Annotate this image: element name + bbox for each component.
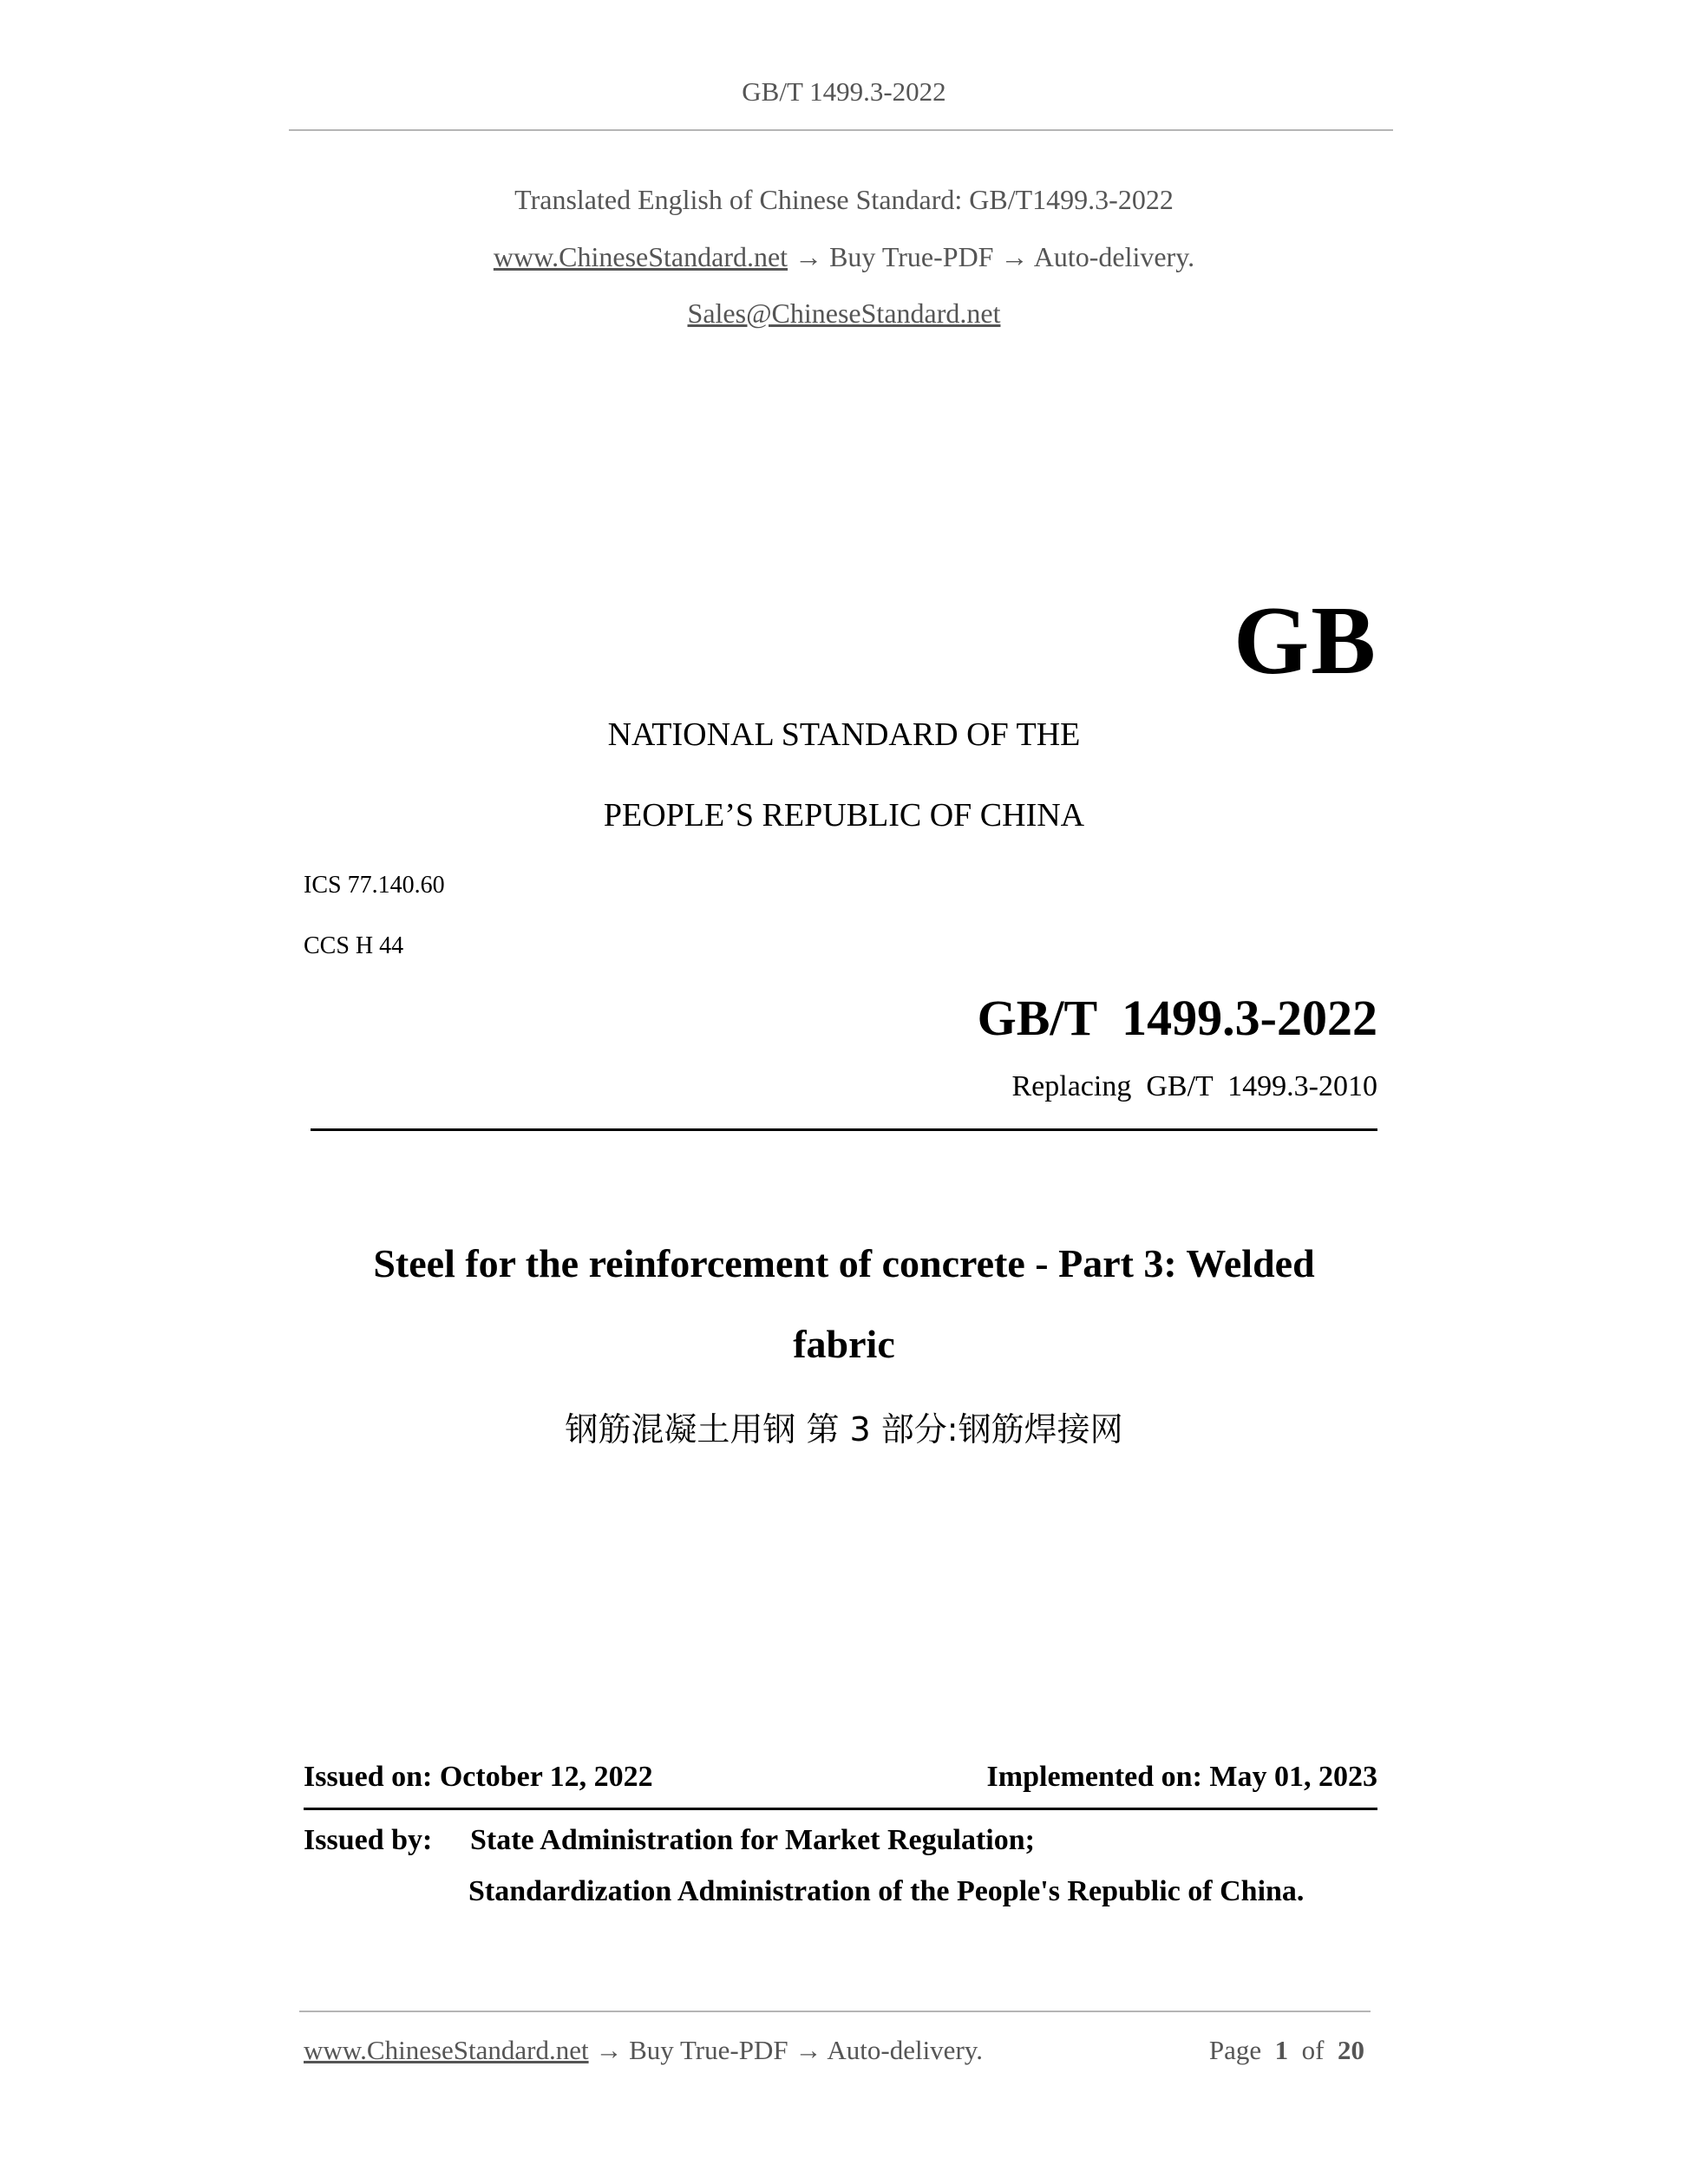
site-link[interactable]: www.ChineseStandard.net [493,241,788,272]
national-standard-line-2: PEOPLE’S REPUBLIC OF CHINA [603,797,1085,834]
sales-email-link[interactable]: Sales@ChineseStandard.net [687,298,1001,329]
dates-divider [304,1808,1377,1810]
page-label: Page [1208,2035,1262,2065]
issued-on-date: Issued on: October 12, 2022 [304,1761,653,1793]
footer-site-link[interactable]: www.ChineseStandard.net [304,2035,589,2065]
issuer-line-1: State Administration for Market Regulation; [470,1824,1035,1856]
english-title-line-1: Steel for the reinforcement of concrete - Part 3: Welded [373,1241,1315,1285]
implemented-on-date: Implemented on: May 01, 2023 [986,1761,1377,1793]
header-divider [289,129,1393,131]
title-divider [311,1128,1377,1131]
purchase-links-line [0,241,1688,273]
english-title-line-2: fabric [793,1322,895,1366]
ccs-code: CCS H 44 [304,932,404,959]
translated-notice: Translated English of Chinese Standard: GB/T1499.3-2022 [514,184,1174,215]
page-total: 20 [1338,2035,1364,2065]
footer-links [304,2035,983,2066]
chinese-title: 钢筋混凝土用钢 第 3 部分:钢筋焊接网 [565,1410,1123,1448]
running-header: GB/T 1499.3-2022 [742,76,946,107]
ics-code: ICS 77.140.60 [304,872,445,899]
issuer-line-2: Standardization Administration of the People's Republic of China. [468,1875,1305,1907]
page-indicator [1209,2035,1364,2066]
gb-mark: GB [1233,587,1377,695]
national-standard-line-1: NATIONAL STANDARD OF THE [607,716,1081,753]
page-of: of [1301,2035,1325,2065]
standard-number: GB/T 1499.3-2022 [977,990,1377,1046]
footer-links-text: → Buy True-PDF → Auto-delivery. [588,2035,983,2065]
footer-divider [299,2011,1371,2012]
page-current: 1 [1274,2035,1289,2065]
issued-by-label: Issued by: [304,1824,433,1856]
purchase-links-text: → Buy True-PDF → Auto-delivery. [788,241,1195,272]
replacing-standard: Replacing GB/T 1499.3-2010 [1011,1070,1377,1102]
sales-line [0,298,1688,330]
